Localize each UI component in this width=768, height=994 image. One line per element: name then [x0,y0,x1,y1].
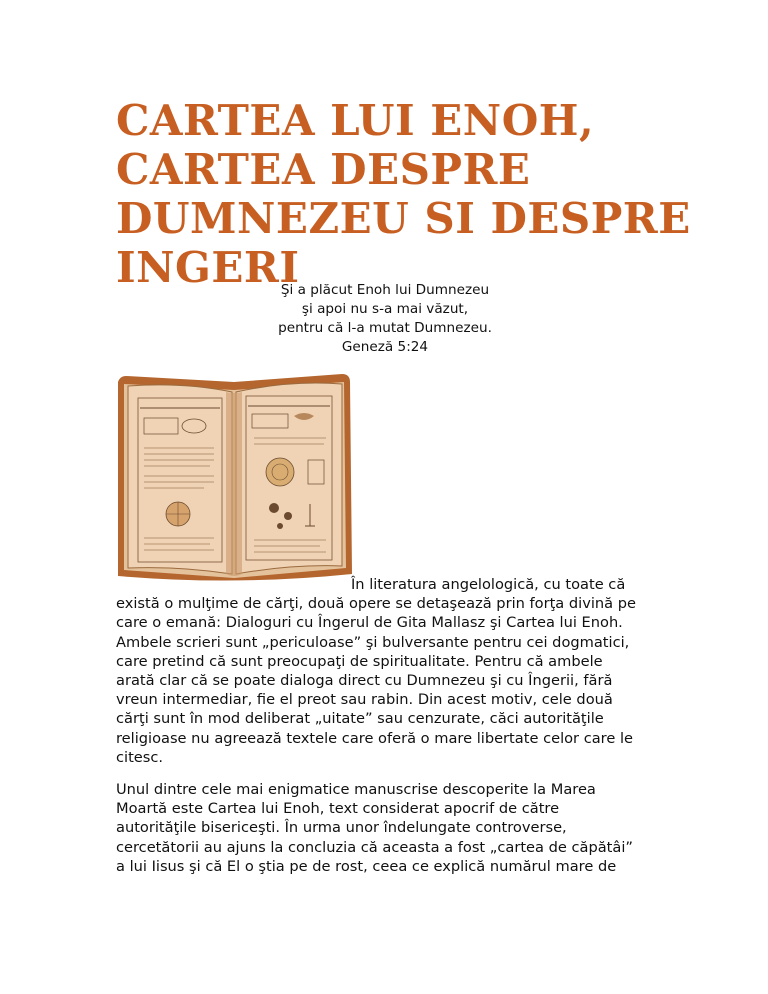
title-line: DUMNEZEU SI DESPRE [116,194,691,243]
epigraph-citation: Geneză 5:24 [341,339,429,355]
title-line: CARTEA DESPRE [116,145,531,194]
epigraph-line: pentru că l-a mutat Dumnezeu. [278,320,492,336]
text-line: arată clar că se poate dialoga direct cu Dumnezeu şi cu Îngerii, fără [116,672,613,690]
text-line: Unul dintre cele mai enigmatice manuscrise descoperite la Marea [116,781,596,798]
title-line: CARTEA LUI ENOH, [116,96,595,145]
text-line: autorităţile bisericeşti. În urma unor îndelungate controverse, [116,819,567,837]
document-title [116,96,691,292]
epigraph-line: şi apoi nu s-a mai văzut, [301,301,469,317]
open-book-image [114,368,354,586]
paragraph [116,575,656,767]
text-line: a lui Iisus şi că El o ştia pe de rost, ceea ce explică numărul mare de [116,857,617,875]
text-line: Moartă este Cartea lui Enoh, text considerat apocrif de către [116,800,560,818]
epigraph-quote [250,281,520,357]
text-line: Ambele scrieri sunt „periculoase” şi bulversante pentru cei dogmatici, [116,633,630,651]
text-line: care o emană: Dialoguri cu Îngerul de Gita Mallasz şi Cartea lui Enoh. [116,614,623,632]
text-line: cărţi sunt în mod deliberat „uitate” sau cenzurate, căci autorităţile [116,710,604,728]
text-line: În literatura angelologică, cu toate că [351,576,626,593]
epigraph-line: Şi a plăcut Enoh lui Dumnezeu [280,282,490,298]
title-line: INGERI [116,243,300,292]
text-line: există o mulţime de cărţi, două opere se detaşează prin forţa divină pe [116,595,636,613]
text-line: religioase nu agreează textele care oferă o mare libertate celor care le [116,729,633,747]
paragraph [116,780,656,876]
text-line: citesc. [116,748,164,766]
text-line: cercetătorii au ajuns la concluzia că aceasta a fost „cartea de căpătâi” [116,838,633,856]
text-line: care pretind că sunt preocupaţi de spiritualitate. Pentru că ambele [116,652,603,670]
text-line: vreun intermediar, fie el preot sau rabin. Din acest motiv, cele două [116,691,613,709]
